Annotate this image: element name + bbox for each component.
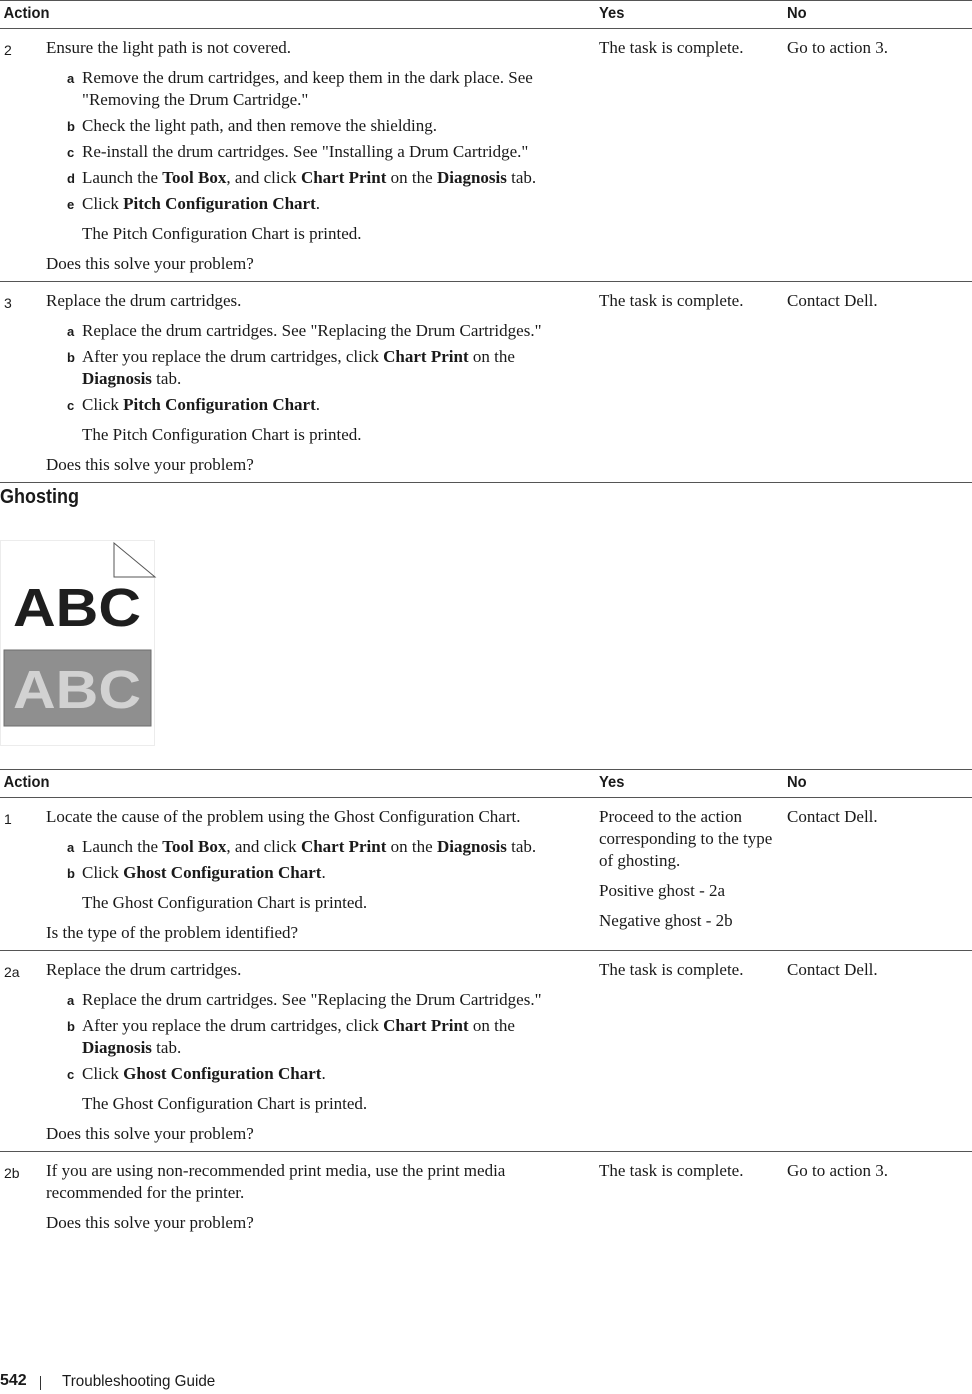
step-text: Click: [82, 395, 124, 414]
step-text: Click: [82, 1064, 124, 1083]
step-text: Re-install the drum cartridges. See "Installing a Drum Cartridge.": [82, 142, 529, 161]
action-number: 3: [0, 282, 46, 483]
action-number: 1: [0, 798, 46, 951]
ui-term-ghost-chart: Ghost Configuration Chart: [123, 863, 322, 882]
step-text: Replace the drum cartridges. See "Replacing the Drum Cartridges.": [82, 321, 542, 340]
table-row: [0, 951, 972, 1152]
printed-text-sample: ABC: [13, 578, 141, 638]
ui-term-pitch-chart: Pitch Configuration Chart: [123, 395, 316, 414]
step-text: .: [315, 194, 321, 213]
step-text: .: [321, 1064, 326, 1083]
step-text: .: [321, 863, 326, 882]
yes-cell: The task is complete.: [599, 29, 787, 282]
question: Does this solve your problem?: [46, 254, 254, 273]
section-title: Ghosting: [0, 486, 79, 508]
step-item: [46, 346, 589, 390]
ui-term-ghost-chart: Ghost Configuration Chart: [123, 1064, 322, 1083]
action-cell: [46, 282, 599, 483]
action-intro: Replace the drum cartridges.: [46, 960, 242, 979]
step-item: [46, 320, 589, 342]
step-text: on the: [386, 168, 437, 187]
yes-cell: The task is complete.: [599, 951, 787, 1152]
step-letter: c: [67, 145, 75, 160]
action-number: 2: [0, 29, 46, 282]
table-row: [0, 282, 972, 483]
step-text: After you replace the drum cartridges, click: [82, 1016, 384, 1035]
step-letter: d: [67, 171, 75, 186]
step-text: tab.: [151, 369, 182, 388]
ui-term-tool-box: Tool Box: [162, 168, 227, 187]
ui-term-chart-print: Chart Print: [383, 347, 469, 366]
ui-term-diagnosis: Diagnosis: [436, 837, 507, 856]
step-text: .: [315, 395, 321, 414]
step-letter: e: [67, 197, 75, 212]
footer-title: Troubleshooting Guide: [62, 1373, 216, 1390]
step-text: Replace the drum cartridges. See "Replacing the Drum Cartridges.": [82, 990, 542, 1009]
step-text: tab.: [506, 168, 537, 187]
step-text: on the: [468, 347, 515, 366]
step-letter: b: [67, 350, 75, 365]
troubleshooting-table-2: [0, 769, 972, 1240]
step-text: Check the light path, and then remove the shielding.: [82, 116, 438, 135]
step-letter: b: [67, 866, 75, 881]
yes-cell: The task is complete.: [599, 1161, 744, 1180]
table-row: [0, 29, 972, 282]
positive-ghost-ref: Positive ghost - 2a: [599, 881, 726, 900]
header-action: Action: [0, 770, 551, 798]
no-cell: Go to action 3.: [787, 29, 972, 282]
step-item: [46, 1063, 589, 1085]
step-item: [46, 193, 589, 215]
page-footer: [0, 1372, 400, 1394]
action-cell: [46, 1152, 599, 1241]
ui-term-diagnosis: Diagnosis: [82, 369, 152, 388]
ui-term-chart-print: Chart Print: [300, 837, 387, 856]
step-text: After you replace the drum cartridges, click: [82, 347, 384, 366]
question: Is the type of the problem identified?: [46, 923, 299, 942]
header-no: No: [787, 770, 957, 798]
no-cell: Contact Dell.: [787, 798, 972, 951]
step-text: Remove the drum cartridges, and keep them in the dark place. See "Removing the Drum Cartridge.": [82, 68, 533, 109]
step-item: [46, 989, 589, 1011]
table-row: [0, 1152, 972, 1241]
action-cell: [46, 29, 599, 282]
yes-cell: The task is complete.: [599, 282, 787, 483]
action-cell: [46, 951, 599, 1152]
troubleshooting-table-1: [0, 0, 972, 483]
ui-term-pitch-chart: Pitch Configuration Chart: [123, 194, 316, 213]
header-action: Action: [0, 1, 551, 29]
question: Does this solve your problem?: [46, 455, 254, 474]
step-item: [46, 836, 589, 858]
question: Does this solve your problem?: [46, 1213, 254, 1232]
step-text: , and click: [226, 168, 301, 187]
table-row: [0, 798, 972, 951]
yes-text: Proceed to the action corresponding to the type of ghosting.: [599, 807, 773, 870]
ui-term-chart-print: Chart Print: [383, 1016, 469, 1035]
result-note: The Ghost Configuration Chart is printed.: [82, 1094, 368, 1113]
step-text: Launch the: [82, 837, 163, 856]
step-item: [46, 1015, 589, 1059]
action-intro: Locate the cause of the problem using the Ghost Configuration Chart.: [46, 807, 521, 826]
action-cell: [46, 798, 599, 951]
yes-cell: [599, 798, 787, 951]
step-letter: c: [67, 398, 75, 413]
table-header-row: [0, 770, 972, 798]
header-no: No: [787, 1, 957, 29]
step-letter: a: [67, 840, 75, 855]
ui-term-chart-print: Chart Print: [300, 168, 387, 187]
result-note: The Pitch Configuration Chart is printed.: [82, 224, 362, 243]
negative-ghost-ref: Negative ghost - 2b: [599, 911, 733, 930]
step-text: Click: [82, 194, 124, 213]
header-yes: Yes: [599, 770, 772, 798]
result-note: The Ghost Configuration Chart is printed.: [82, 893, 368, 912]
step-letter: a: [67, 324, 75, 339]
table-header-row: [0, 1, 972, 29]
step-item: [46, 862, 589, 884]
step-item: [46, 167, 589, 189]
ui-term-tool-box: Tool Box: [162, 837, 227, 856]
step-letter: c: [67, 1067, 75, 1082]
ghost-text-sample: ABC: [13, 660, 141, 720]
no-cell: Contact Dell.: [787, 282, 972, 483]
step-item: [46, 115, 589, 137]
step-letter: a: [67, 71, 75, 86]
step-text: tab.: [151, 1038, 182, 1057]
action-intro: Ensure the light path is not covered.: [46, 38, 292, 57]
step-letter: a: [67, 993, 75, 1008]
result-note: The Pitch Configuration Chart is printed.: [82, 425, 362, 444]
step-item: [46, 141, 589, 163]
action-number: 2b: [4, 1165, 20, 1181]
footer-divider: [40, 1376, 41, 1390]
step-text: on the: [386, 837, 437, 856]
step-text: on the: [468, 1016, 515, 1035]
header-yes: Yes: [599, 1, 772, 29]
question: Does this solve your problem?: [46, 1124, 254, 1143]
step-text: tab.: [506, 837, 537, 856]
step-letter: b: [67, 119, 75, 134]
step-item: [46, 67, 589, 111]
step-item: [46, 394, 589, 416]
action-number: 2a: [0, 951, 46, 1152]
step-letter: b: [67, 1019, 75, 1034]
no-cell: Go to action 3.: [787, 1161, 889, 1180]
step-text: Launch the: [82, 168, 163, 187]
action-intro: If you are using non-recommended print media, use the print media recommended for the printer.: [46, 1161, 506, 1202]
no-cell: Contact Dell.: [787, 951, 972, 1152]
step-text: Click: [82, 863, 124, 882]
action-intro: Replace the drum cartridges.: [46, 291, 242, 310]
ui-term-diagnosis: Diagnosis: [82, 1038, 152, 1057]
step-text: , and click: [226, 837, 301, 856]
page-number: 542: [0, 1372, 27, 1389]
ui-term-diagnosis: Diagnosis: [436, 168, 507, 187]
ghosting-illustration: [0, 540, 158, 750]
